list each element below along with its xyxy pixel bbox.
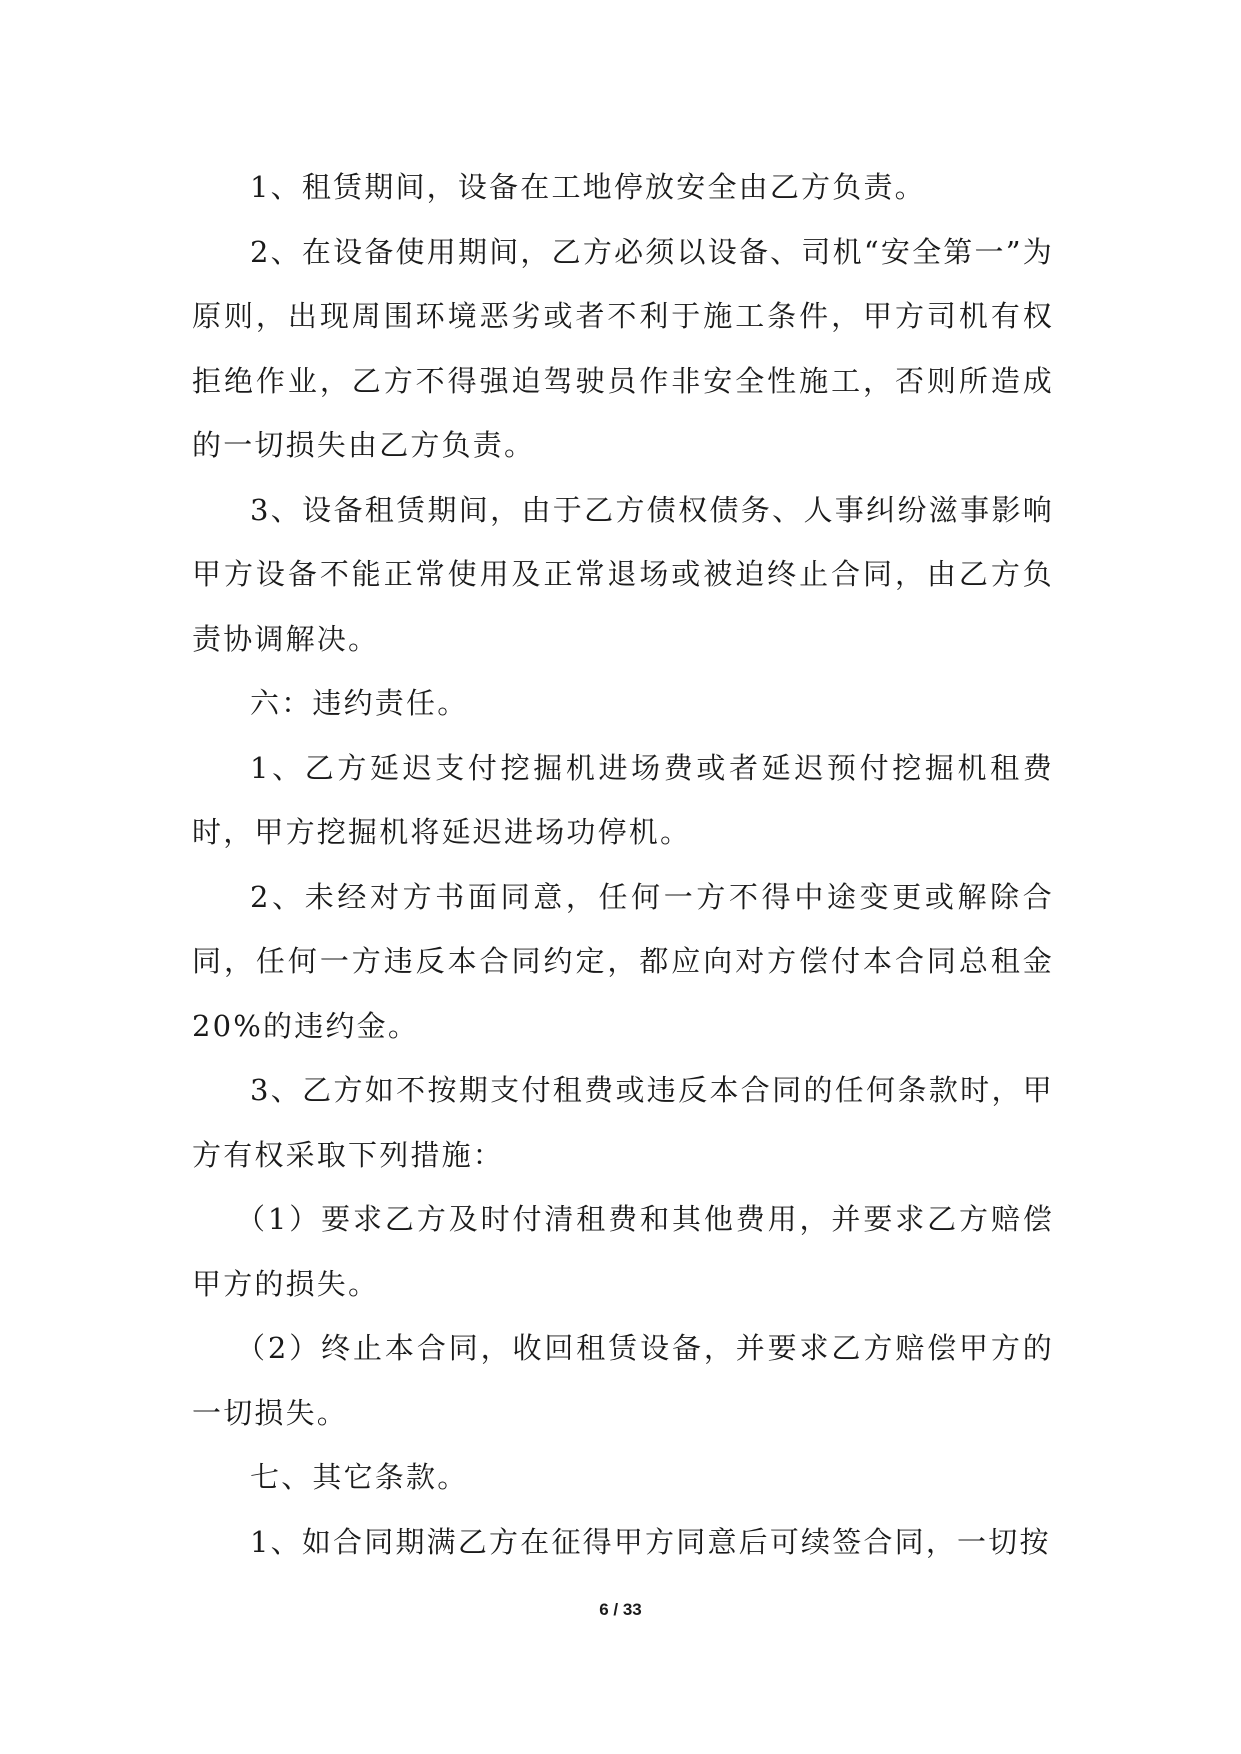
paragraph-contract-change: 2、未经对方书面同意，任何一方不得中途变更或解除合同，任何一方违反本合同约定，都应向对方偿付本合同总租金 20%的违约金。 bbox=[192, 879, 1054, 1043]
page-number: 6 / 33 bbox=[599, 1600, 642, 1619]
paragraph-remedy-2: （2）终止本合同，收回租赁设备，并要求乙方赔偿甲方的一切损失。 bbox=[192, 1331, 1054, 1430]
paragraph-remedies: 3、乙方如不按期支付租费或违反本合同的任何条款时，甲方有权采取下列措施： bbox=[192, 1073, 1054, 1172]
section-heading-breach-liability: 六：违约责任。 bbox=[250, 686, 469, 720]
paragraph-safety-first: 2、在设备使用期间，乙方必须以设备、司机“安全第一”为原则，出现周围环境恶劣或者不利于施工条件，甲方司机有权拒绝作业，乙方不得强迫驾驶员作非安全性施工，否则所造成的一切损失由乙方负责。 bbox=[192, 234, 1054, 462]
document-body bbox=[192, 155, 1054, 1574]
paragraph-renewal: 1、如合同期满乙方在征得甲方同意后可续签合同，一切按 bbox=[250, 1524, 1051, 1559]
paragraph-safety-responsibility: 1、租赁期间，设备在工地停放安全由乙方负责。 bbox=[250, 170, 926, 204]
paragraph-remedy-1: （1）要求乙方及时付清租费和其他费用，并要求乙方赔偿甲方的损失。 bbox=[192, 1202, 1054, 1301]
section-heading-other-terms: 七、其它条款。 bbox=[250, 1460, 469, 1494]
paragraph-late-payment: 1、乙方延迟支付挖掘机进场费或者延迟预付挖掘机租费时，甲方挖掘机将延迟进场功停机。 bbox=[192, 750, 1054, 849]
paragraph-dispute-resolution: 3、设备租赁期间，由于乙方债权债务、人事纠纷滋事影响甲方设备不能正常使用及正常退场或被迫终止合同，由乙方负责协调解决。 bbox=[192, 492, 1054, 656]
